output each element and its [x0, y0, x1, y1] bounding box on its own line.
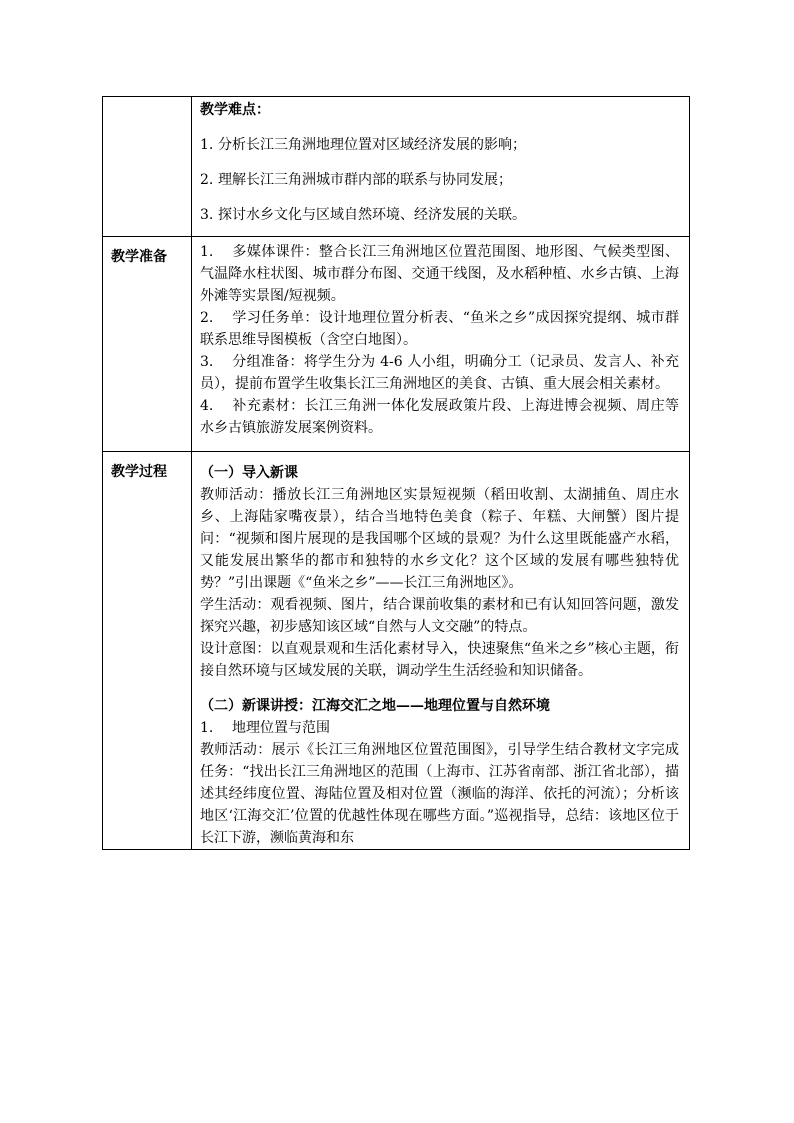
- preparation-item-3: [200, 351, 679, 395]
- item-number: 3.: [200, 354, 214, 370]
- item-number: 3.: [200, 207, 214, 223]
- difficulty-item-1: [200, 134, 679, 156]
- item-text: 学习任务单：设计地理位置分析表、“鱼米之乡”成因探究提纲、城市群联系思维导图模板（含空白地图）。: [200, 310, 679, 348]
- item-number: 4.: [200, 398, 214, 414]
- preparation-item-1: [200, 241, 679, 307]
- section-title-intro: （一）导入新课: [200, 465, 298, 481]
- process-label: 教学过程: [103, 452, 192, 850]
- subsection-location: [200, 717, 679, 739]
- item-text: 探讨水乡文化与区域自然环境、经济发展的关联。: [218, 207, 526, 223]
- preparation-content-cell: [192, 237, 690, 452]
- preparation-row: [103, 237, 690, 452]
- student-activity-intro: 学生活动：观看视频、图片，结合课前收集的素材和已有认知回答问题，激发探究兴趣，初步感知该区域“自然与人文交融”的特点。: [200, 597, 679, 635]
- item-text: 多媒体课件：整合长江三角洲地区位置范围图、地形图、气候类型图、气温降水柱状图、城市群分布图、交通干线图，及水稻种植、水乡古镇、上海外滩等实景图/短视频。: [200, 244, 679, 304]
- difficulty-heading: 教学难点：: [200, 102, 270, 118]
- process-row: [103, 452, 690, 850]
- preparation-label: 教学准备: [103, 237, 192, 452]
- item-number: 1.: [200, 720, 214, 736]
- teacher-activity-location: 教师活动：展示《长江三角洲地区位置范围图》，引导学生结合教材文字完成任务：“找出长江三角洲地区的范围（上海市、江苏省南部、浙江省北部），描述其经纬度位置、海陆位置及相对位置（濒临的海洋、依托的河流）；分析该地区‘江海交汇’位置的优越性体现在哪些方面。”巡视指导，总结：该地区位于长江下游，濒临黄海和东: [200, 742, 679, 846]
- lesson-plan-table: [102, 96, 690, 850]
- difficulty-item-3: [200, 204, 679, 226]
- preparation-item-4: [200, 395, 679, 439]
- item-number: 2.: [200, 172, 214, 188]
- subsection-title: 地理位置与范围: [232, 720, 330, 736]
- item-text: 分组准备：将学生分为 4-6 人小组，明确分工（记录员、发言人、补充员），提前布置学生收集长江三角洲地区的美食、古镇、重大展会相关素材。: [200, 354, 679, 392]
- item-number: 2.: [200, 310, 214, 326]
- difficulty-content-cell: [192, 97, 690, 237]
- section-title-lecture: （二）新课讲授：江海交汇之地——地理位置与自然环境: [200, 698, 550, 714]
- teacher-activity-intro: 教师活动：播放长江三角洲地区实景短视频（稻田收割、太湖捕鱼、周庄水乡、上海陆家嘴夜景），结合当地特色美食（粽子、年糕、大闸蟹）图片提问：“视频和图片展现的是我国哪个区域的景观？为什么这里既能盛产水稻，又能发展出繁华的都市和独特的水乡文化？这个区域的发展有哪些独特优势？”引出课题《“鱼米之乡”——长江三角洲地区》。: [200, 487, 679, 591]
- difficulty-row: [103, 97, 690, 237]
- item-text: 分析长江三角洲地理位置对区域经济发展的影响；: [218, 137, 526, 153]
- process-content-cell: [192, 452, 690, 850]
- item-number: 1.: [200, 137, 214, 153]
- difficulty-label-cell: [103, 97, 192, 237]
- item-text: 理解长江三角洲城市群内部的联系与协同发展；: [218, 172, 512, 188]
- preparation-item-2: [200, 307, 679, 351]
- item-number: 1.: [200, 244, 214, 260]
- item-text: 补充素材：长江三角洲一体化发展政策片段、上海进博会视频、周庄等水乡古镇旅游发展案例资料。: [200, 398, 679, 436]
- difficulty-item-2: [200, 169, 679, 191]
- design-intent-intro: 设计意图：以直观景观和生活化素材导入，快速聚焦“鱼米之乡”核心主题，衔接自然环境与区域发展的关联，调动学生生活经验和知识储备。: [200, 641, 679, 679]
